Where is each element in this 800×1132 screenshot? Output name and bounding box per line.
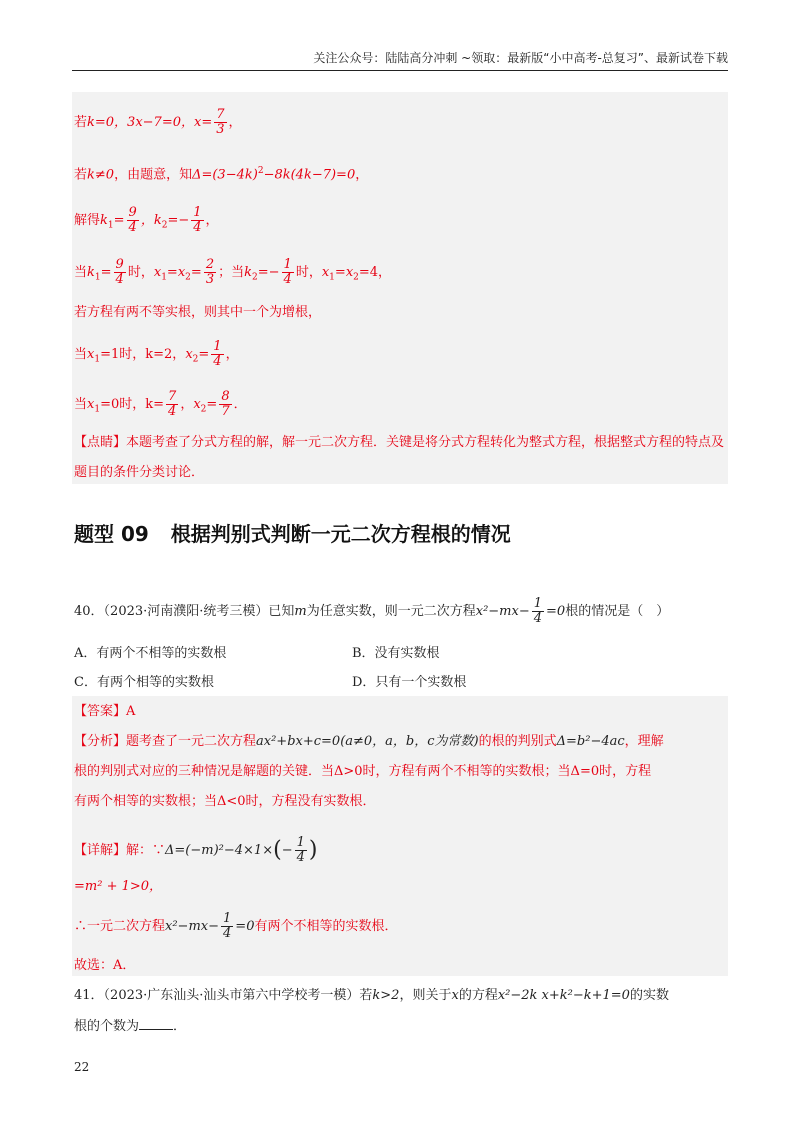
detail-line-2: =m² + 1>0， [74,879,163,894]
page-header: 关注公众号：陆陆高分冲刺 ~领取：最新版“小中高考-总复习”、最新试卷下载 [72,48,728,71]
question-40: 40．（2023·河南濮阳·统考三模）已知m为任意实数，则一元二次方程x²−mx− $\frac{1}{4}$ =0根的情况是（ ） [74,596,670,626]
analysis-line-1: 【分析】题考查了一元二次方程ax²+bx+c=0(a≠0，a，b，c为常数)的根的判别式Δ=b²−4ac，理解 [74,734,664,749]
solution-line-2: 若k≠0，由题意，知$\Delta=(3-4k)^2-8k(4k-7)=0$， [74,166,369,183]
detail-line-3: ∴一元二次方程x²−mx− $\frac{1}{4}$ =0有两个不相等的实数根． [74,911,398,941]
question-41: 41．（2023·广东汕头·汕头市第六中学校考一模）若k>2，则关于x的方程x²−2k x+k²−k+1=0的实数 [74,988,669,1003]
solution-comment: 【点睛】本题考查了分式方程的解，解一元二次方程．关键是将分式方程转化为整式方程，根据整式方程的特点及题目的条件分类讨论． [74,435,725,480]
detail-choose: 故选：A． [74,958,136,973]
question-41-line-2: 根的个数为 ． [74,1019,187,1034]
solution-line-7: 当$x_1=0$时，k= $\frac{7}{4}$ ，$x_2=$ $\frac{8}{7}$ ． [74,389,247,419]
analysis-line-3: 有两个相等的实数根；当Δ<0时，方程没有实数根． [74,794,376,809]
solution-line-4: 当$k_1=$ $\frac{9}{4}$ 时，$x_1=x_2=$ $\frac{2}{3}$ ；当$k_2=-$ $\frac{1}{4}$ 时，$x_1=x_2=4$， [74,257,392,287]
answer-40: 【答案】A [74,704,136,719]
page-number: 22 [74,1060,90,1074]
solution-line-6: 当$x_1=1$时，k=2，$x_2=$ $\frac{1}{4}$ ， [74,339,239,369]
section-title: 题型 09 根据判别式判断一元二次方程根的情况 [74,522,511,546]
analysis-line-2: 根的判别式对应的三种情况是解题的关键．当Δ>0时，方程有两个不相等的实数根；当Δ=0时，方程 [74,764,652,779]
option-a: A．有两个不相等的实数根 [74,646,227,661]
solution-line-5: 若方程有两不等实根，则其中一个为增根， [74,305,322,320]
answer-blank[interactable] [139,1017,173,1030]
option-b: B．没有实数根 [352,646,440,661]
detail-line-1: 【详解】解：∵Δ=(−m)²−4×1×(− $\frac{1}{4}$ ) [74,835,318,865]
option-d: D．只有一个实数根 [352,675,467,690]
option-c: C．有两个相等的实数根 [74,675,214,690]
solution-line-3: 解得$k_1=$ $\frac{9}{4}$ ，$k_2=-$ $\frac{1}{4}$ ， [74,205,219,235]
solution-line-1: 若k=0，3x−7=0，x= $\frac{7}{3}$ ， [74,107,242,137]
